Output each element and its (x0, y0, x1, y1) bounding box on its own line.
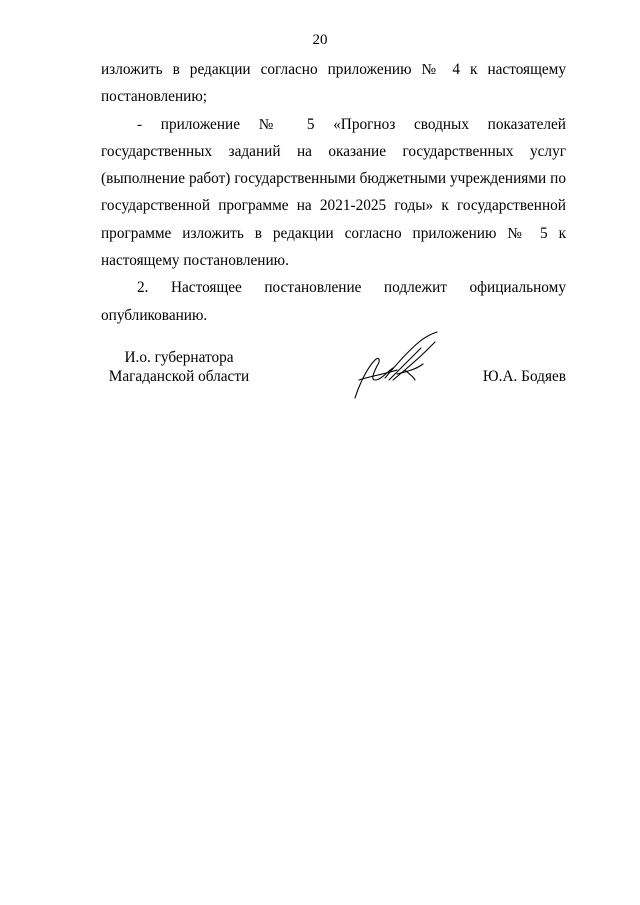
signer-position: И.о. губернатора (124, 349, 234, 366)
signer-region: Магаданской области (108, 368, 250, 385)
signer-name: Ю.А. Бодяев (482, 368, 566, 385)
paragraph-continuation: изложить в редакции согласно приложению № 4 к настоящему постановлению; (101, 61, 566, 106)
paragraph-publication: 2. Настоящее постановление подлежит официальному опубликованию. (101, 279, 566, 324)
handwritten-signature-icon (345, 330, 445, 402)
paragraph-appendix-5: - приложение № 5 «Прогноз сводных показателей государственных заданий на оказание государственных услуг (выполнение работ) государственными бюджетными учреждениями по государственной программе на 2021-2025 годы» к государственной программе изложить в редакции согласно приложению № 5 к настоящему постановлению. (101, 115, 566, 270)
document-body (101, 56, 566, 329)
signer-title (104, 348, 254, 386)
page-number: 20 (312, 32, 328, 48)
